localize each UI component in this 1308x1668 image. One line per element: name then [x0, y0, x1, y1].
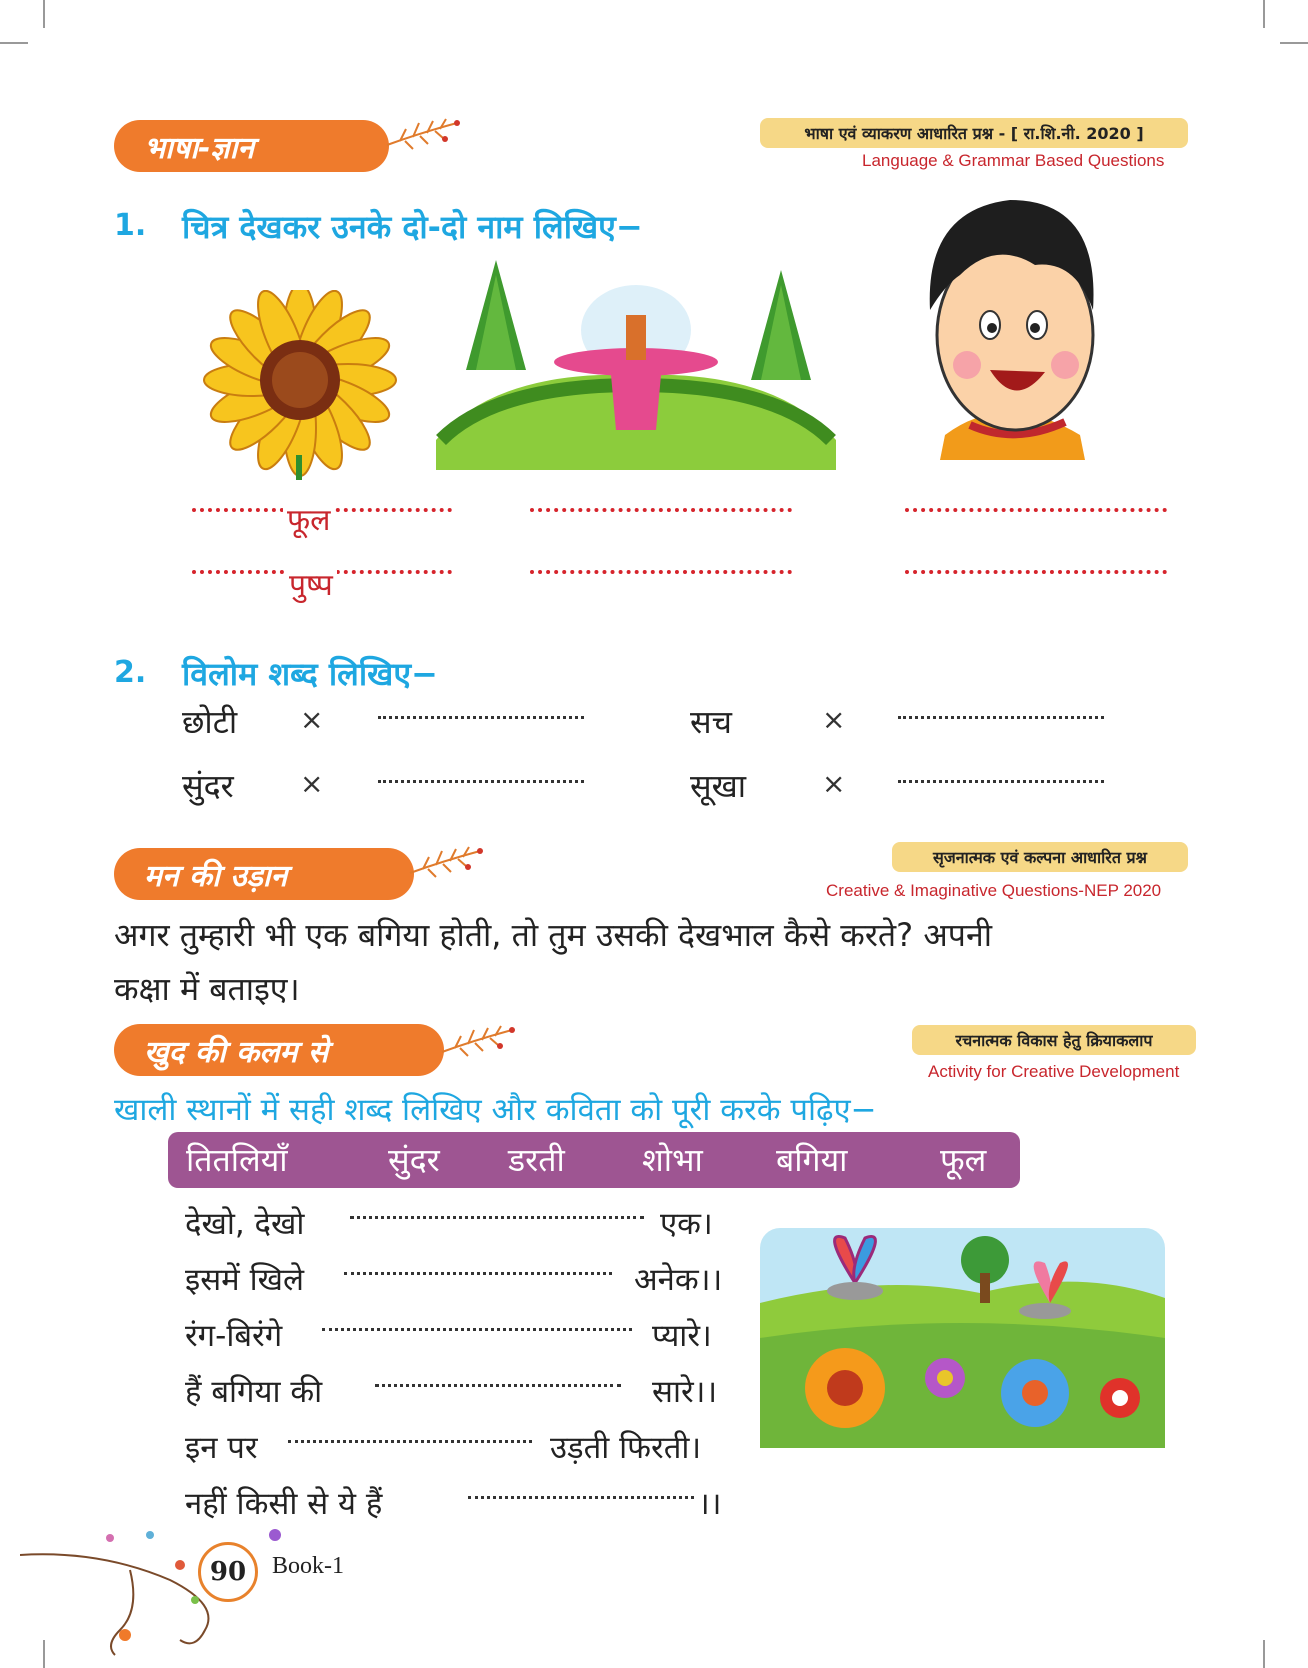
cross-icon: × — [300, 767, 324, 800]
poem-blank[interactable] — [468, 1496, 694, 1499]
tag-hindi-grammar: भाषा एवं व्याकरण आधारित प्रश्न - [ रा.शि.नी. 2020 ] — [760, 118, 1188, 148]
leaf-sprig-icon — [385, 115, 460, 155]
word-bank-item: सुंदर — [388, 1141, 440, 1179]
crop-mark — [1280, 42, 1308, 44]
tag-english-grammar: Language & Grammar Based Questions — [862, 151, 1165, 170]
question-text: चित्र देखकर उनके दो-दो नाम लिखिए− — [182, 208, 643, 246]
question-number: 1. — [114, 208, 147, 243]
poem-line-start: नहीं किसी से ये हैं — [185, 1486, 383, 1522]
poem-line-start: हैं बगिया की — [185, 1374, 323, 1410]
cross-icon: × — [300, 703, 324, 736]
poem-blank[interactable] — [288, 1440, 532, 1443]
word-bank-item: डरती — [508, 1141, 565, 1179]
poem-line-end: प्यारे। — [652, 1318, 712, 1354]
crop-mark — [1263, 0, 1265, 28]
garden-butterflies-image — [760, 1228, 1165, 1448]
answer-text: पुष्प — [285, 563, 337, 604]
word-sundar: सुंदर — [182, 767, 234, 805]
word-bank-item: बगिया — [776, 1141, 848, 1179]
poem-line-start: देखो, देखो — [185, 1206, 305, 1242]
answer-line[interactable] — [905, 570, 1167, 574]
poem-line-end: सारे।। — [652, 1374, 718, 1410]
answer-line[interactable] — [898, 780, 1104, 783]
question-number: 2. — [114, 655, 147, 690]
page-number-badge — [198, 1542, 258, 1602]
section-heading-text: भाषा-ज्ञान — [144, 130, 255, 166]
poem-blank[interactable] — [344, 1272, 612, 1275]
poem-line-end: एक। — [660, 1206, 713, 1242]
sunflower-image — [190, 290, 430, 480]
answer-line[interactable] — [898, 716, 1104, 719]
section-heading-man-ki-udaan — [114, 848, 414, 900]
fountain-park-image — [436, 260, 836, 470]
answer-line[interactable] — [905, 508, 1167, 512]
creative-question-line: कक्षा में बताइए। — [114, 970, 300, 1008]
crop-mark — [43, 0, 45, 28]
poem-blank[interactable] — [350, 1216, 644, 1219]
poem-line-end: उड़ती फिरती। — [550, 1430, 702, 1466]
tag-hindi-creative: सृजनात्मक एवं कल्पना आधारित प्रश्न — [892, 842, 1188, 872]
word-bank-item: फूल — [940, 1141, 987, 1179]
word-sookha: सूखा — [690, 767, 747, 805]
poem-line-start: रंग-बिरंगे — [185, 1318, 283, 1354]
tag-english-activity: Activity for Creative Development — [928, 1062, 1180, 1081]
poem-blank[interactable] — [322, 1328, 632, 1331]
answer-line[interactable] — [378, 716, 584, 719]
poem-line-start: इसमें खिले — [185, 1262, 304, 1298]
word-sach: सच — [690, 703, 732, 741]
poem-line-start: इन पर — [185, 1430, 258, 1466]
word-bank-item: शोभा — [642, 1141, 703, 1179]
answer-line[interactable] — [378, 780, 584, 783]
answer-line[interactable] — [530, 508, 792, 512]
answer-text: फूल — [283, 498, 334, 539]
word-bank-item: तितलियाँ — [186, 1141, 288, 1179]
tag-hindi-activity: रचनात्मक विकास हेतु क्रियाकलाप — [912, 1025, 1196, 1055]
leaf-sprig-icon — [440, 1022, 515, 1062]
cross-icon: × — [822, 703, 846, 736]
section-heading-text: खुद की कलम से — [144, 1034, 329, 1070]
cross-icon: × — [822, 767, 846, 800]
activity-instruction: खाली स्थानों में सही शब्द लिखिए और कविता को पूरी करके पढ़िए− — [114, 1092, 877, 1128]
page-number: 90 — [209, 1557, 247, 1587]
section-heading-text: मन की उड़ान — [144, 858, 288, 894]
poem-line-end: ।। — [698, 1486, 722, 1522]
answer-line[interactable] — [530, 570, 792, 574]
tag-english-creative: Creative & Imaginative Questions-NEP 2020 — [826, 881, 1162, 900]
crop-mark — [1263, 1640, 1265, 1668]
poem-line-end: अनेक।। — [634, 1262, 723, 1298]
boy-face-image — [915, 190, 1095, 460]
creative-question-line: अगर तुम्हारी भी एक बगिया होती, तो तुम उसकी देखभाल कैसे करते? अपनी — [114, 916, 992, 954]
section-heading-khud-ki-kalam-se — [114, 1024, 444, 1076]
leaf-sprig-icon — [408, 843, 483, 883]
book-label: Book-1 — [272, 1553, 344, 1579]
question-text: विलोम शब्द लिखिए− — [182, 655, 438, 693]
word-chhoti: छोटी — [182, 703, 238, 741]
word-bank — [168, 1132, 1020, 1188]
poem-blank[interactable] — [375, 1384, 621, 1387]
section-heading-bhasha-gyan — [114, 120, 389, 172]
crop-mark — [0, 42, 28, 44]
